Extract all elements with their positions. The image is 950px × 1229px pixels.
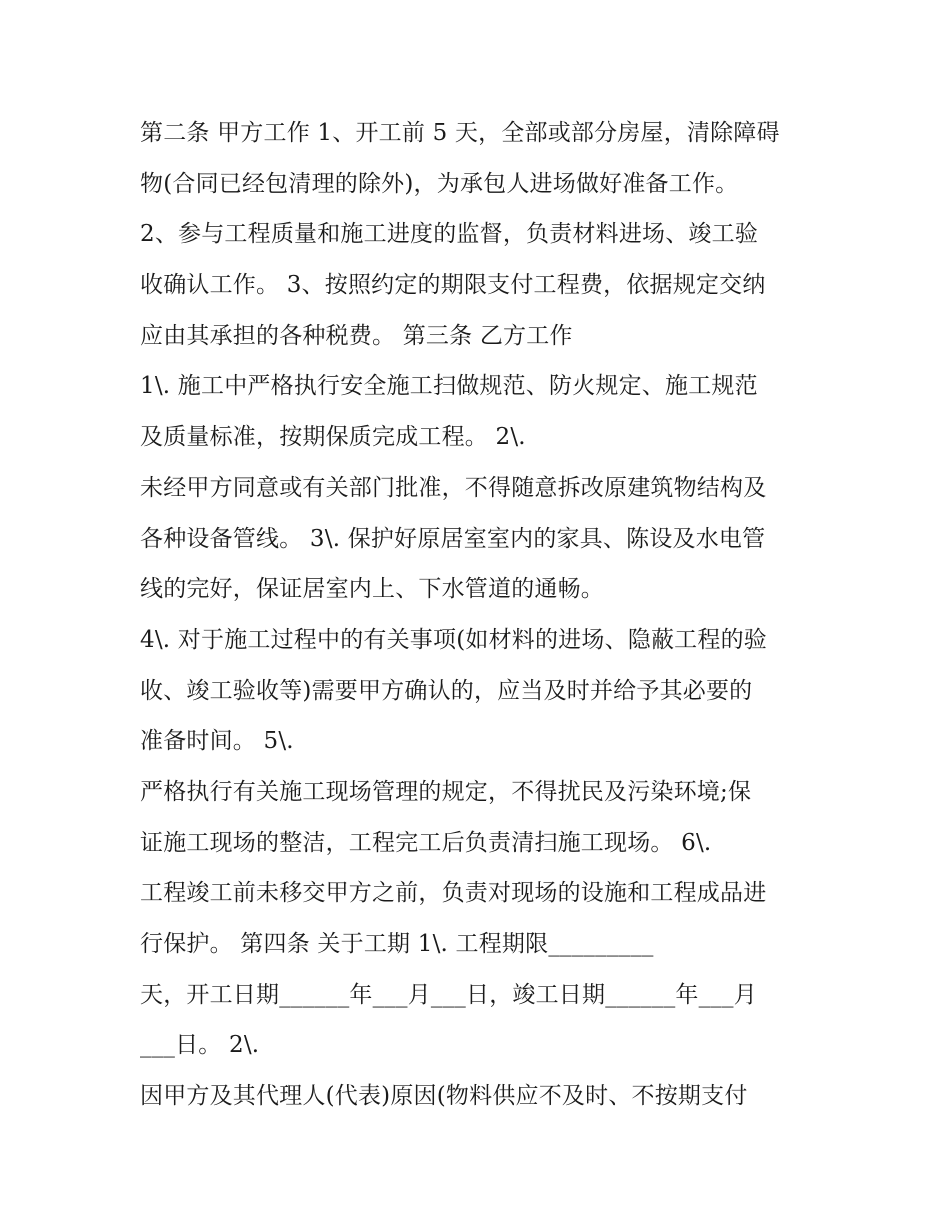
text-line: 收、竣工验收等)需要甲方确认的，应当及时并给予其必要的	[140, 677, 753, 704]
text-line: 因甲方及其代理人(代表)原因(物料供应不及时、不按期支付	[140, 1083, 748, 1110]
text-line: 4\. 对于施工过程中的有关事项(如材料的进场、隐蔽工程的验	[140, 626, 767, 653]
text-line: 1\. 施工中严格执行安全施工扫做规范、防火规定、施工规范	[140, 373, 758, 400]
text-line: 严格执行有关施工现场管理的规定，不得扰民及污染环境;保	[140, 778, 752, 805]
text-line: 工程竣工前未移交甲方之前，负责对现场的设施和工程成品进	[140, 880, 767, 907]
text-line: 2、参与工程质量和施工进度的监督，负责材料进场、竣工验	[140, 221, 759, 248]
text-line: 证施工现场的整洁，工程完工后负责清扫施工现场。 6\.	[140, 829, 712, 856]
text-line: 行保护。 第四条 关于工期 1\. 工程期限_________	[140, 931, 654, 957]
text-line: 线的完好，保证居室内上、下水管道的通畅。	[140, 576, 604, 603]
text-line: 及质量标准，按期保质完成工程。 2\.	[140, 424, 526, 451]
text-line: 未经甲方同意或有关部门批准，不得随意拆改原建筑物结构及	[140, 474, 767, 501]
text-line: 物(合同已经包清理的除外)，为承包人进场做好准备工作。	[140, 170, 739, 197]
text-line: 各种设备管线。 3\. 保护好原居室室内的家具、陈设及水电管	[140, 525, 766, 552]
contract-text-body	[140, 108, 820, 1122]
text-line: 应由其承担的各种税费。 第三条 乙方工作	[140, 322, 573, 349]
text-line: 第二条 甲方工作 1、开工前 5 天，全部或部分房屋，清除障碍	[140, 120, 780, 146]
text-line: 准备时间。 5\.	[140, 728, 294, 755]
text-line: 收确认工作。 3、按照约定的期限支付工程费，依据规定交纳	[140, 272, 766, 299]
text-line: 天，开工日期______年___月___日，竣工日期______年___月	[140, 981, 757, 1008]
text-line: ___日。 2\.	[140, 1032, 260, 1059]
